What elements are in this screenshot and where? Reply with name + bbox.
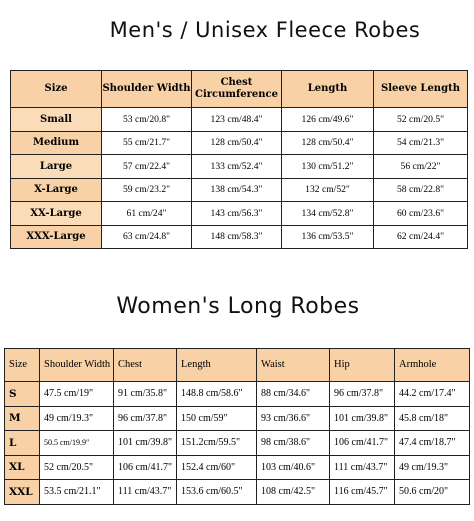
table-cell: 98 cm/38.6" bbox=[257, 431, 330, 456]
table-cell: 91 cm/35.8" bbox=[114, 382, 177, 407]
size-cell: Small bbox=[11, 108, 102, 132]
header-chest-circumference: Chest Circumference bbox=[192, 71, 282, 108]
table-row bbox=[5, 382, 470, 407]
table-row bbox=[11, 178, 468, 202]
table-cell: 153.6 cm/60.5" bbox=[177, 480, 257, 505]
header-hip: Hip bbox=[330, 349, 395, 382]
table-cell: 56 cm/22" bbox=[374, 155, 468, 179]
header-shoulder-width: Shoulder Width bbox=[40, 349, 114, 382]
table-cell: 106 cm/41.7" bbox=[114, 455, 177, 480]
table-cell: 148.8 cm/58.6" bbox=[177, 382, 257, 407]
table-cell: 52 cm/20.5" bbox=[40, 455, 114, 480]
size-cell: XL bbox=[5, 455, 40, 480]
table-row bbox=[5, 455, 470, 480]
header-size: Size bbox=[11, 71, 102, 108]
table-cell: 101 cm/39.8" bbox=[330, 406, 395, 431]
table-cell: 152.4 cm/60" bbox=[177, 455, 257, 480]
table-cell: 44.2 cm/17.4" bbox=[395, 382, 470, 407]
table-row bbox=[11, 131, 468, 155]
table-cell: 59 cm/23.2" bbox=[102, 178, 192, 202]
table-cell: 143 cm/56.3" bbox=[192, 202, 282, 226]
womens-robes-title: Women's Long Robes bbox=[116, 294, 360, 319]
table-cell: 133 cm/52.4" bbox=[192, 155, 282, 179]
table-row bbox=[11, 155, 468, 179]
table-cell: 53.5 cm/21.1" bbox=[40, 480, 114, 505]
table-cell: 55 cm/21.7" bbox=[102, 131, 192, 155]
header-sleeve-length: Sleeve Length bbox=[374, 71, 468, 108]
table-cell: 53 cm/20.8" bbox=[102, 108, 192, 132]
size-cell: S bbox=[5, 382, 40, 407]
table-cell: 93 cm/36.6" bbox=[257, 406, 330, 431]
table-cell: 50.6 cm/20" bbox=[395, 480, 470, 505]
table-cell: 150 cm/59" bbox=[177, 406, 257, 431]
table-cell: 45.8 cm/18" bbox=[395, 406, 470, 431]
table-cell: 96 cm/37.8" bbox=[114, 406, 177, 431]
table-header-row bbox=[11, 71, 468, 108]
table-cell: 128 cm/50.4" bbox=[282, 131, 374, 155]
table-cell: 49 cm/19.3" bbox=[40, 406, 114, 431]
table-cell: 126 cm/49.6" bbox=[282, 108, 374, 132]
table-cell: 88 cm/34.6" bbox=[257, 382, 330, 407]
table-cell: 63 cm/24.8" bbox=[102, 225, 192, 249]
table-cell: 111 cm/43.7" bbox=[330, 455, 395, 480]
size-cell: M bbox=[5, 406, 40, 431]
header-shoulder-width: Shoulder Width bbox=[102, 71, 192, 108]
table-cell: 57 cm/22.4" bbox=[102, 155, 192, 179]
table-cell: 116 cm/45.7" bbox=[330, 480, 395, 505]
size-cell: Medium bbox=[11, 131, 102, 155]
table-cell: 132 cm/52" bbox=[282, 178, 374, 202]
table-cell: 52 cm/20.5" bbox=[374, 108, 468, 132]
table-cell: 148 cm/58.3" bbox=[192, 225, 282, 249]
mens-robes-title: Men's / Unisex Fleece Robes bbox=[109, 18, 421, 42]
header-length: Length bbox=[282, 71, 374, 108]
size-cell: XXX-Large bbox=[11, 225, 102, 249]
mens-size-table bbox=[10, 70, 468, 249]
table-cell: 111 cm/43.7" bbox=[114, 480, 177, 505]
table-cell: 151.2cm/59.5" bbox=[177, 431, 257, 456]
size-cell: XX-Large bbox=[11, 202, 102, 226]
size-cell: X-Large bbox=[11, 178, 102, 202]
table-cell: 108 cm/42.5" bbox=[257, 480, 330, 505]
table-cell: 47.5 cm/19" bbox=[40, 382, 114, 407]
header-size: Size bbox=[5, 349, 40, 382]
table-row bbox=[11, 108, 468, 132]
table-cell: 136 cm/53.5" bbox=[282, 225, 374, 249]
table-cell: 47.4 cm/18.7" bbox=[395, 431, 470, 456]
table-row bbox=[5, 431, 470, 456]
table-cell: 101 cm/39.8" bbox=[114, 431, 177, 456]
size-cell: Large bbox=[11, 155, 102, 179]
table-cell: 62 cm/24.4" bbox=[374, 225, 468, 249]
table-cell: 61 cm/24" bbox=[102, 202, 192, 226]
header-length: Length bbox=[177, 349, 257, 382]
table-header-row bbox=[5, 349, 470, 382]
size-cell: XXL bbox=[5, 480, 40, 505]
table-cell: 49 cm/19.3" bbox=[395, 455, 470, 480]
table-cell: 128 cm/50.4" bbox=[192, 131, 282, 155]
table-cell: 50.5 cm/19.9" bbox=[40, 431, 114, 456]
table-cell: 58 cm/22.8" bbox=[374, 178, 468, 202]
table-cell: 60 cm/23.6" bbox=[374, 202, 468, 226]
table-cell: 103 cm/40.6" bbox=[257, 455, 330, 480]
table-cell: 138 cm/54.3" bbox=[192, 178, 282, 202]
size-cell: L bbox=[5, 431, 40, 456]
table-cell: 130 cm/51.2" bbox=[282, 155, 374, 179]
womens-size-table bbox=[4, 348, 470, 505]
table-row bbox=[5, 480, 470, 505]
header-waist: Waist bbox=[257, 349, 330, 382]
table-cell: 134 cm/52.8" bbox=[282, 202, 374, 226]
table-cell: 96 cm/37.8" bbox=[330, 382, 395, 407]
table-row bbox=[11, 225, 468, 249]
header-chest: Chest bbox=[114, 349, 177, 382]
table-cell: 123 cm/48.4" bbox=[192, 108, 282, 132]
table-cell: 54 cm/21.3" bbox=[374, 131, 468, 155]
table-row bbox=[11, 202, 468, 226]
table-row bbox=[5, 406, 470, 431]
table-cell: 106 cm/41.7" bbox=[330, 431, 395, 456]
header-armhole: Armhole bbox=[395, 349, 470, 382]
